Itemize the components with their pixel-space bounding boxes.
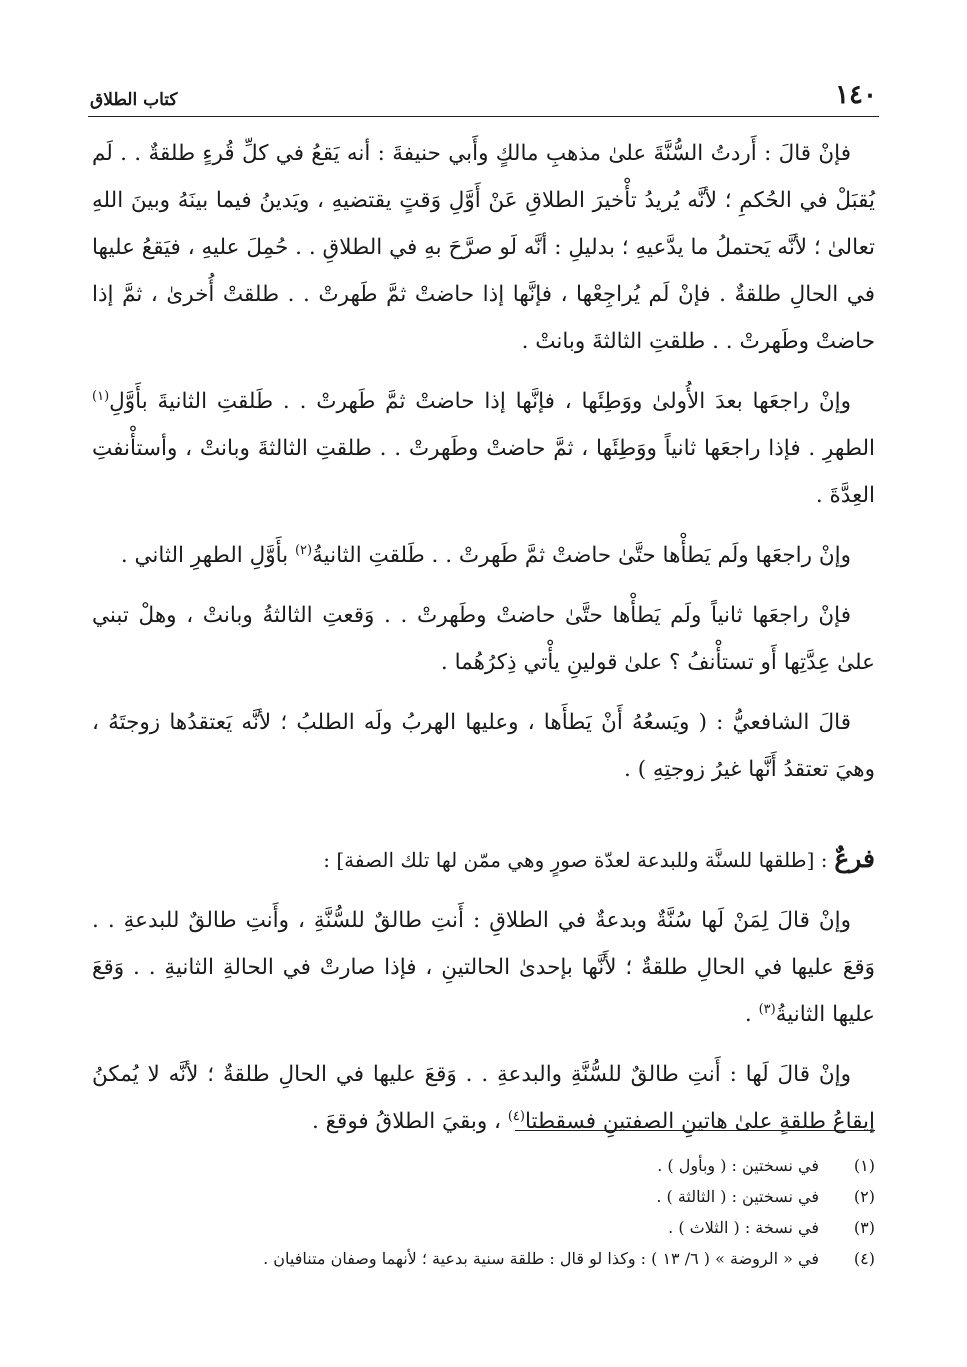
footnote-ref-1: (١) <box>92 388 110 404</box>
footnote-ref-3: (٣) <box>758 1001 776 1017</box>
footnote-ref-4: (٤) <box>507 1108 525 1124</box>
footnote-divider <box>515 1130 875 1131</box>
footnotes <box>92 1150 875 1274</box>
page-number: ١٤٠ <box>835 80 877 110</box>
footnote-3: (٣) في نسخة : ( الثلاث ) . <box>668 1218 875 1237</box>
paragraph-7: وإنْ قالَ لَها : أَنتِ طالقٌ للسُّنَّةِ والبدعةِ . . وَقعَ عليها في الحالِ طلقةٌ ؛ لأنَّه لا يُمكنُ إيقاعُ طلقةٍ علىٰ هاتينِ الصفتينِ فسقطتا$^{(٤)}$ ، وبقيَ الطلاقُ فوقعَ . <box>92 1062 875 1134</box>
footnote-1: (١) في نسختين : ( وبأول ) . <box>657 1156 875 1175</box>
paragraph-3: وإنْ راجعَها ولَم يَطأْها حتَّىٰ حاضتْ ثمَّ طَهرتْ . . طَلقتِ الثانيةُ$^{(٢)}$ بأَوَّلِ الطهرِ الثاني . <box>120 542 851 568</box>
paragraph-5: قالَ الشافعيُّ : ( ويَسعُهُ أَنْ يَطأَها ، وعليها الهربُ ولَه الطلبُ ؛ لأنَّه يَعتقدُها زوجتَهُ ، وهيَ تعتقدُ أَنَّها غيرُ زوجتِهِ ) . <box>92 710 875 782</box>
footnote-ref-2: (٢) <box>294 542 313 558</box>
paragraph-2: وإنْ راجعَها بعدَ الأُولىٰ ووَطِئَها ، فإنَّها إذا حاضتْ ثمَّ طَهرتْ . . طَلقتِ الثانيةَ بأَوَّلِ$^{(١)}$ الطهرِ . فإذا راجعَها ثانياً ووَطِئَها ، ثمَّ حاضتْ وطَهرتْ . . طلقتِ الثالثةَ وبانتْ ، وأستأْنفتِ العِدَّةَ . <box>92 388 875 508</box>
paragraph-4: فإنْ راجعَها ثانياً ولَم يَطأْها حتَّىٰ حاضتْ وطَهرتْ . . وَقعتِ الثالثةُ وبانتْ ، وهلْ تبني علىٰ عِدَّتِها أَو تستأْنفُ ؟ علىٰ قولينِ يأْتي ذِكرُهُما . <box>92 603 875 675</box>
branch-label: فرعٌ <box>834 844 875 873</box>
paragraph-6: وإنْ قالَ لِمَنْ لَها سُنَّةٌ وبدعةٌ في الطلاقِ : أَنتِ طالقٌ للسُّنَّةِ ، وأَنتِ طالقٌ للبدعةِ . . وَقعَ عليها في الحالِ طلقةٌ ؛ لأَنَّها بإحدىٰ الحالتينِ ، فإذا صارتْ في الحالةِ الثانيةِ . . وَقعَ عليها الثانيةُ$^{(٣)}$ . <box>92 908 875 1027</box>
main-text <box>92 130 875 1158</box>
branch-title: : [طلقها للسنَّة وللبدعة لعدّة صورٍ وهي ممّن لها تلك الصفة] : <box>323 848 828 872</box>
branch-heading <box>92 835 875 884</box>
header-divider <box>88 116 879 117</box>
paragraph-1: فإنْ قالَ : أَردتُ السُّنَّةَ علىٰ مذهبِ مالكٍ وأَبي حنيفةَ : أنه يَقعُ في كلِّ قُرءٍ طلقةٌ . . لَم يُقبَلْ في الحُكمِ ؛ لأنَّه يُريدُ تأْخيرَ الطلاقِ عَنْ أَوَّلِ وَقتٍ يقتضيهِ ، ويَدينُ فيما بينَهُ وبينَ اللهِ تعالىٰ ؛ لأنَّه يَحتملُ ما يدَّعيهِ ؛ بدليلِ : أنَّه لَو صرَّحَ بهِ في الطلاقِ . . حُمِلَ عليهِ ، فيَقعُ عليها في الحالِ طلقةٌ . فإنْ لَم يُراجِعْها ، فإنَّها إذا حاضتْ ثمَّ طَهرتْ . . طلقتْ أُخرىٰ ، ثمَّ إذا حاضتْ وطَهرتْ . . طلقتِ الثالثةَ وبانتْ . <box>92 141 875 354</box>
page-header <box>90 70 877 110</box>
footnote-4: (٤) في « الروضة » ( ٦/ ١٣ ) : وكذا لو قال : طلقة سنية بدعية ؛ لأنهما وصفان متنافيان . <box>263 1249 875 1268</box>
footnote-2: (٢) في نسختين : ( الثالثة ) . <box>656 1187 875 1206</box>
running-title: كتاب الطلاق <box>90 90 178 110</box>
